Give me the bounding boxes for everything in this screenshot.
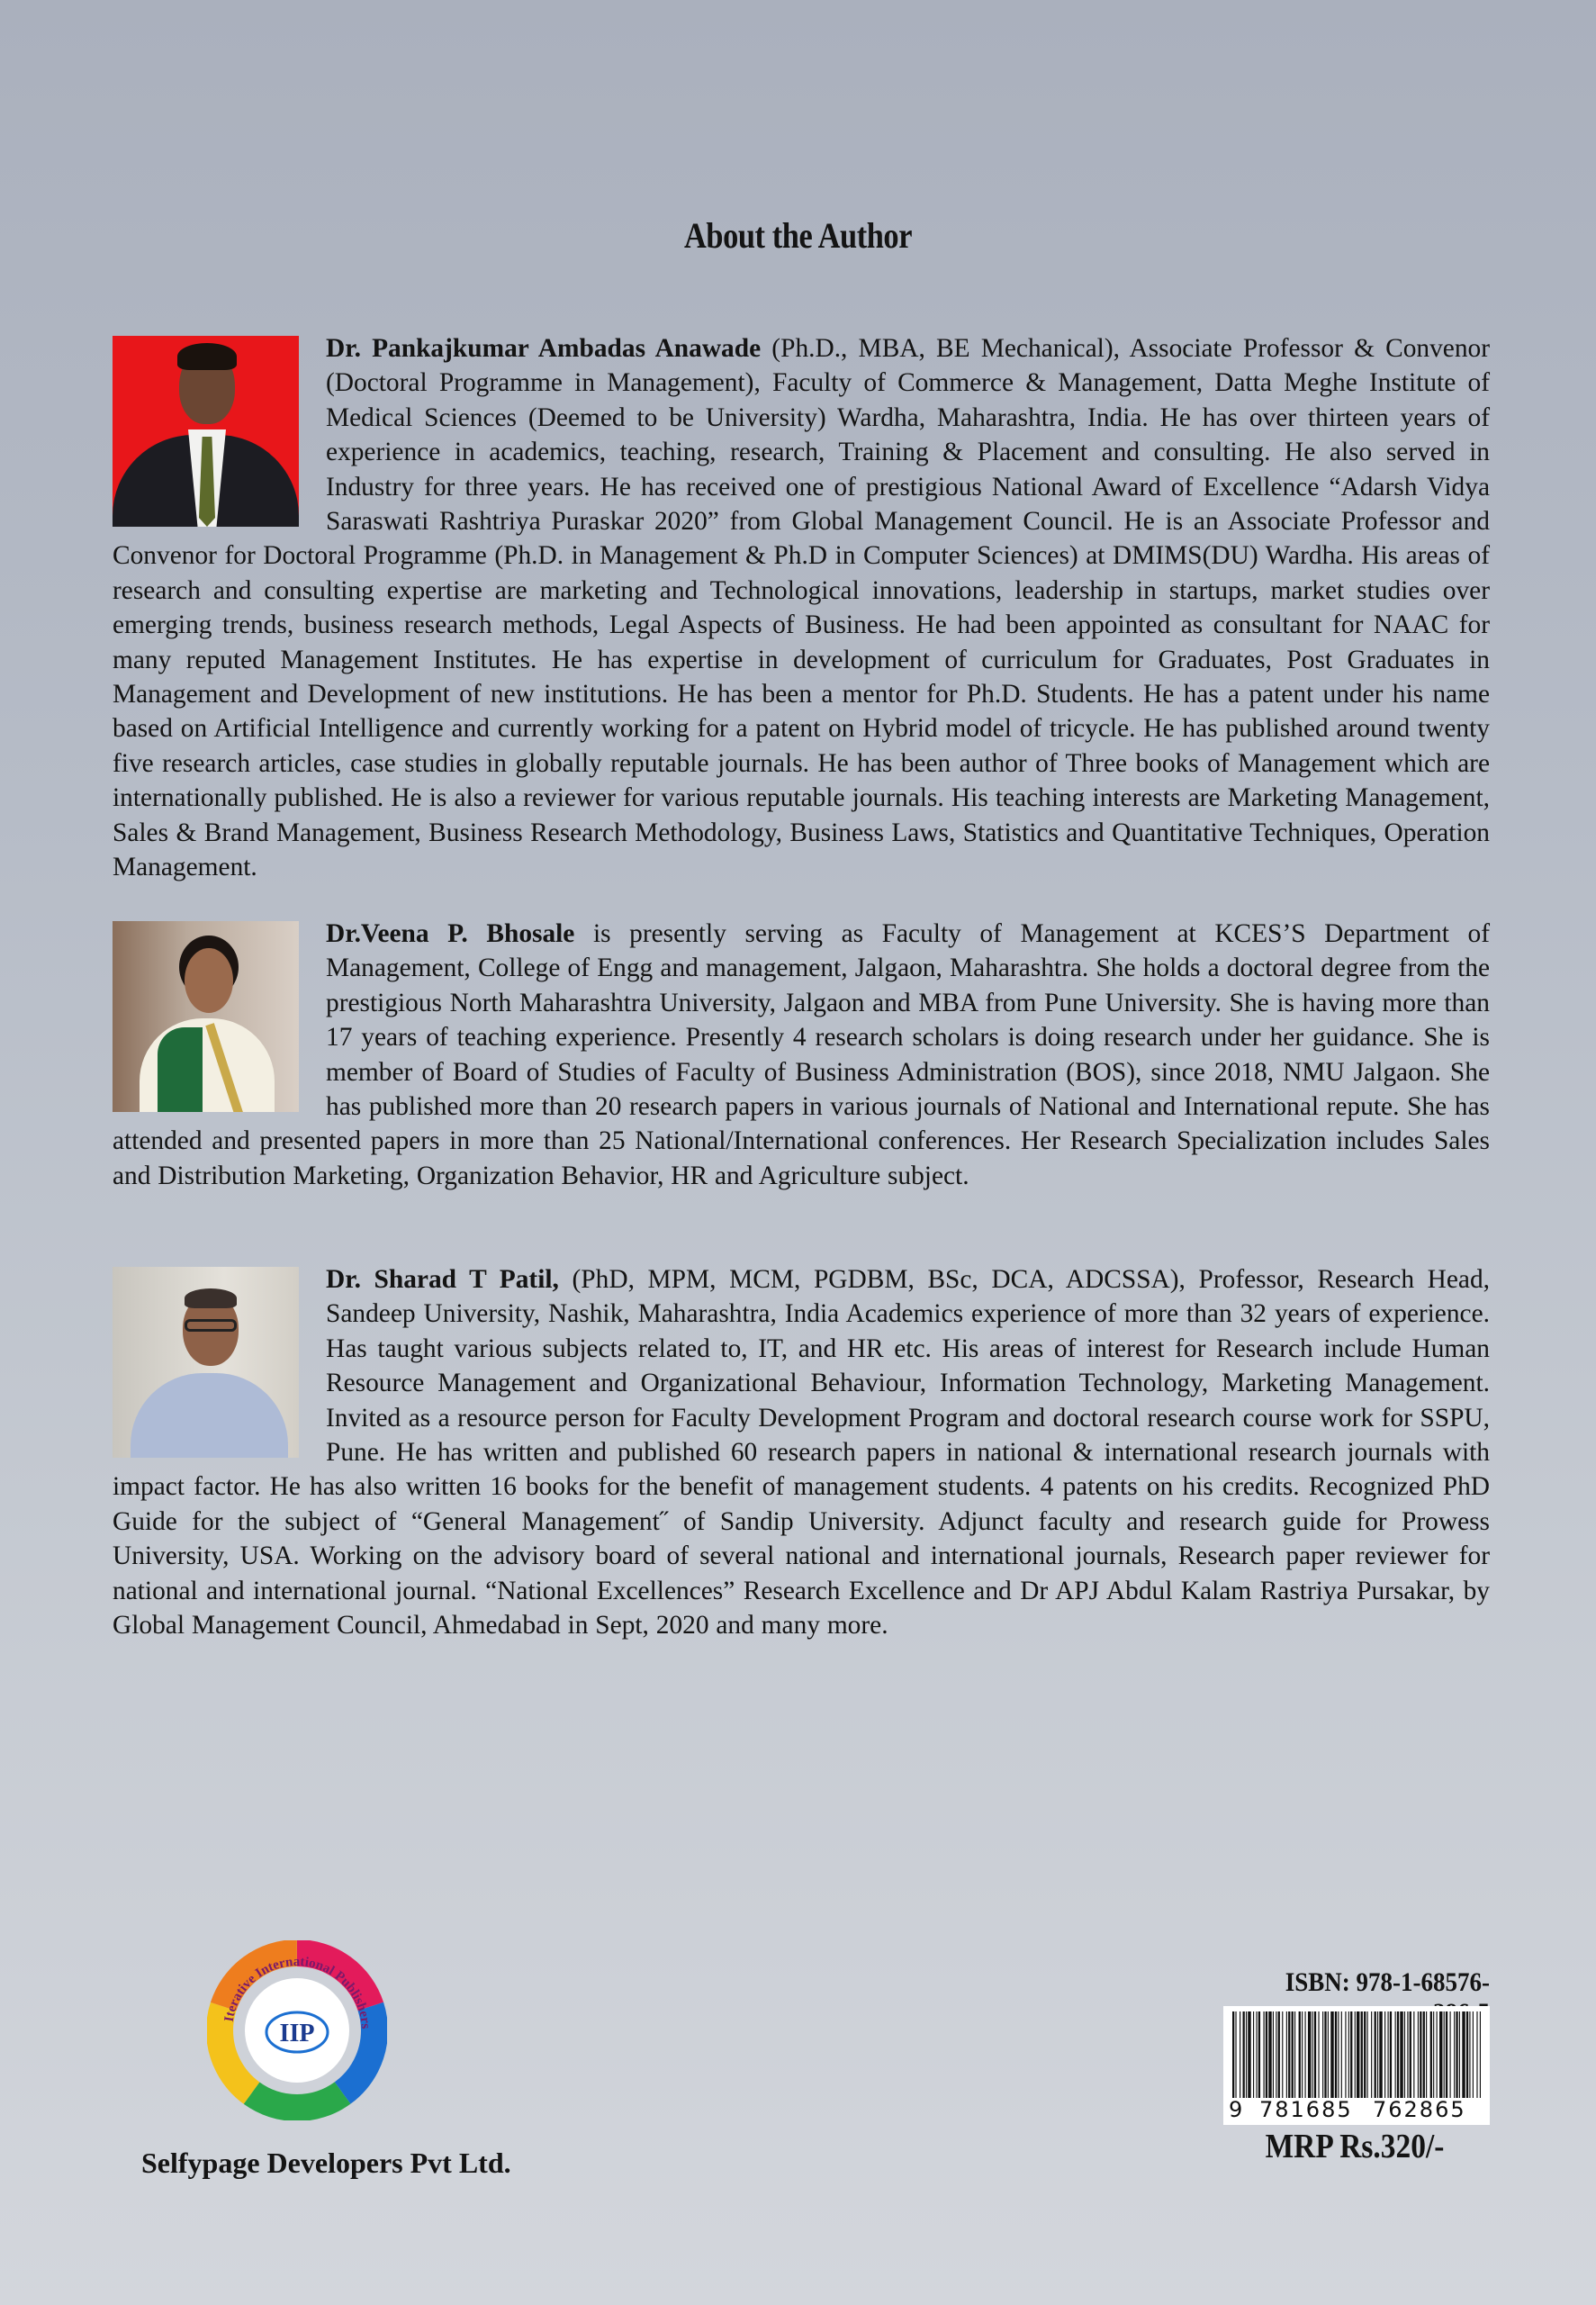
barcode-bar xyxy=(1437,2011,1438,2098)
barcode-bar xyxy=(1377,2011,1378,2098)
isbn-barcode xyxy=(1223,2006,1490,2125)
barcode-bar xyxy=(1232,2011,1234,2098)
author-photo-2 xyxy=(113,921,299,1112)
barcode-bar xyxy=(1450,2011,1451,2098)
barcode-bar xyxy=(1312,2011,1313,2098)
page-title: About the Author xyxy=(683,215,913,256)
barcode-bar xyxy=(1308,2011,1311,2098)
barcode-bar xyxy=(1348,2011,1349,2098)
barcode-bar xyxy=(1338,2011,1339,2098)
barcode-bar xyxy=(1246,2011,1247,2098)
barcode-bar xyxy=(1418,2011,1419,2098)
barcode-bar xyxy=(1357,2011,1359,2098)
barcode-bar xyxy=(1292,2011,1294,2098)
author-photo-1 xyxy=(113,336,299,527)
barcode-bar xyxy=(1413,2011,1414,2098)
barcode-bar xyxy=(1388,2011,1389,2098)
barcode-bar xyxy=(1294,2011,1295,2098)
barcode-bar xyxy=(1410,2011,1411,2098)
barcode-bar xyxy=(1235,2011,1236,2098)
barcode-bar xyxy=(1361,2011,1363,2098)
barcode-bar xyxy=(1462,2011,1465,2098)
barcode-bar xyxy=(1367,2011,1368,2098)
barcode-bar xyxy=(1330,2011,1333,2098)
barcode-bar xyxy=(1355,2011,1356,2098)
barcode-bar xyxy=(1375,2011,1376,2098)
barcode-digits-right: 762865 xyxy=(1373,2097,1466,2122)
publisher-name: Selfypage Developers Pvt Ltd. xyxy=(141,2147,511,2179)
barcode-bar xyxy=(1454,2011,1455,2098)
author-details-2: is presently serving as Faculty of Management at KCES’S Department of Management, College of Engg and management, Jalgaon, Maharashtra. She holds a doctoral degree from the prestigious North Maharashtra University, Jalgaon and MBA from Pune University. She is having more than 17 years of teaching experience. Presently 4 research scholars is doing research under her guidance. She is member of Board of Studies of Faculty of Business Administration (BOS), since 2018, NMU Jalgaon. She has published more than 20 research papers in various journals of National and International repute. She has attended and presented papers in more than 25 National/International conferences. Her Research Specialization includes Sales and Distribution Marketing, Organization Behavior, HR and Agriculture subject. xyxy=(113,919,1490,1190)
barcode-bar xyxy=(1420,2011,1421,2098)
author-bio-1 xyxy=(113,331,1490,885)
barcode-bar xyxy=(1426,2011,1427,2098)
barcode-bars xyxy=(1232,2011,1481,2098)
barcode-bar xyxy=(1433,2011,1434,2098)
author-name-1: Dr. Pankajkumar Ambadas Anawade xyxy=(326,334,762,363)
barcode-bar xyxy=(1384,2011,1385,2098)
barcode-bar xyxy=(1430,2011,1432,2098)
barcode-bar xyxy=(1400,2011,1402,2098)
author-name-2: Dr.Veena P. Bhosale xyxy=(326,919,575,948)
barcode-bar xyxy=(1395,2011,1396,2098)
barcode-bar xyxy=(1480,2011,1481,2098)
barcode-bar xyxy=(1345,2011,1346,2098)
mrp-price: MRP Rs.320/- xyxy=(1265,2128,1445,2165)
barcode-digits-left: 781685 xyxy=(1259,2097,1353,2122)
author-bio-2 xyxy=(113,917,1490,1193)
isbn-label: ISBN: 978-1-68576- xyxy=(1285,1967,1490,1997)
author-photo-3 xyxy=(113,1267,299,1458)
barcode-bar xyxy=(1258,2011,1260,2098)
barcode-bar xyxy=(1444,2011,1445,2098)
barcode-bar xyxy=(1456,2011,1457,2098)
barcode-bar xyxy=(1423,2011,1425,2098)
barcode-bar xyxy=(1302,2011,1303,2098)
barcode-bar xyxy=(1286,2011,1287,2098)
barcode-bar xyxy=(1397,2011,1399,2098)
barcode-digit-first: 9 xyxy=(1229,2097,1243,2122)
author-details-1: (Ph.D., MBA, BE Mechanical), Associate Professor & Convenor (Doctoral Programme in Management), Faculty of Commerce & Management, Datta Meghe Institute of Medical Sciences (Deemed to be University) Wardha, Maharashtra, India. He has over thirteen years of experience in academics, teaching, research, Training & Placement and consulting. He also served in Industry for three years. He has received one of prestigious National Award of Excellence “Adarsh Vidya Saraswati Rashtriya Puraskar 2020” from Global Management Council. He is an Associate Professor and Convenor for Doctoral Programme (Ph.D. in Management & Ph.D in Computer Sciences) at DMIMS(DU) Wardha. His areas of research and consulting expertise are marketing and Technological innovations, leadership in startups, market studies over emerging trends, business research methods, Legal Aspects of Business. He had been appointed as consultant for NAAC for many reputed Management Institutes. He has expertise in development of curriculum for Graduates, Post Graduates in Management and Development of new institutions. He has been a mentor for Ph.D. Students. He has a patent under his name based on Artificial Intelligence and currently working for a patent on Hybrid model of tricycle. He has published around twenty five research articles, case studies in globally reputable journals. He has been author of Three books of Management which are internationally published. He is also a reviewer for various reputable journals. His teaching interests are Marketing Management, Sales & Brand Management, Business Research Methodology, Business Laws, Statistics and Quantitative Techniques, Operation Management. xyxy=(113,334,1490,882)
barcode-bar xyxy=(1439,2011,1442,2098)
barcode-bar xyxy=(1256,2011,1257,2098)
barcode-bar xyxy=(1459,2011,1460,2098)
barcode-bar xyxy=(1446,2011,1447,2098)
barcode-bar xyxy=(1288,2011,1290,2098)
barcode-bar xyxy=(1350,2011,1352,2098)
barcode-bar xyxy=(1407,2011,1408,2098)
logo-center-text: IIP xyxy=(279,2020,315,2047)
barcode-bar xyxy=(1264,2011,1265,2098)
barcode-bar xyxy=(1314,2011,1316,2098)
barcode-bar xyxy=(1278,2011,1280,2098)
barcode-bar xyxy=(1466,2011,1468,2098)
barcode-bar xyxy=(1324,2011,1326,2098)
barcode-bar xyxy=(1243,2011,1245,2098)
barcode-bar xyxy=(1273,2011,1274,2098)
barcode-bar xyxy=(1318,2011,1319,2098)
barcode-bar xyxy=(1268,2011,1271,2098)
barcode-bar xyxy=(1335,2011,1337,2098)
barcode-bar xyxy=(1248,2011,1250,2098)
publisher-logo xyxy=(207,1940,387,2120)
author-text-2 xyxy=(113,917,1490,1193)
barcode-bar xyxy=(1404,2011,1405,2098)
barcode-bar xyxy=(1341,2011,1342,2098)
author-bio-3 xyxy=(113,1262,1490,1642)
barcode-bar xyxy=(1469,2011,1470,2098)
barcode-bar xyxy=(1473,2011,1474,2098)
author-text-1 xyxy=(113,331,1490,885)
barcode-bar xyxy=(1305,2011,1306,2098)
barcode-bar xyxy=(1371,2011,1372,2098)
barcode-bar xyxy=(1476,2011,1477,2098)
barcode-bar xyxy=(1364,2011,1366,2098)
barcode-bar xyxy=(1328,2011,1329,2098)
barcode-bar xyxy=(1322,2011,1323,2098)
barcode-bar xyxy=(1390,2011,1392,2098)
barcode-bar xyxy=(1282,2011,1283,2098)
author-text-3 xyxy=(113,1262,1490,1642)
barcode-bar xyxy=(1299,2011,1301,2098)
barcode-bar xyxy=(1253,2011,1254,2098)
logo-ring-text: Iterative International Publishers xyxy=(221,1954,374,2029)
barcode-bar xyxy=(1379,2011,1382,2098)
author-details-3: (PhD, MPM, MCM, PGDBM, BSc, DCA, ADCSSA), Professor, Research Head, Sandeep University, Nashik, Maharashtra, India Academics experience of more than 32 years of experience. Has taught various subjects related to, IT, and HR etc. His areas of interest for Research include Human Resource Management and Organizational Behaviour, Information Technology, Marketing Management. Invited as a resource person for Faculty Development Program and doctoral research course work for SSPU, Pune. He has written and published 60 research papers in national & international research journals with impact factor. He has also written 16 books for the benefit of management students. 4 patents on his credits. Recognized PhD Guide for the subject of “General Management˝ of Sandip University. Adjunct faculty and research guide for Prowess University, USA. Working on the advisory board of several national and international journals, Research paper reviewer for national and international journal. “National Excellences” Research Excellence and Dr APJ Abdul Kalam Rastriya Pursakar, by Global Management Council, Ahmedabad in Sept, 2020 and many more. xyxy=(113,1265,1490,1641)
barcode-bar xyxy=(1266,2011,1267,2098)
author-name-3: Dr. Sharad T Patil, xyxy=(326,1265,559,1294)
